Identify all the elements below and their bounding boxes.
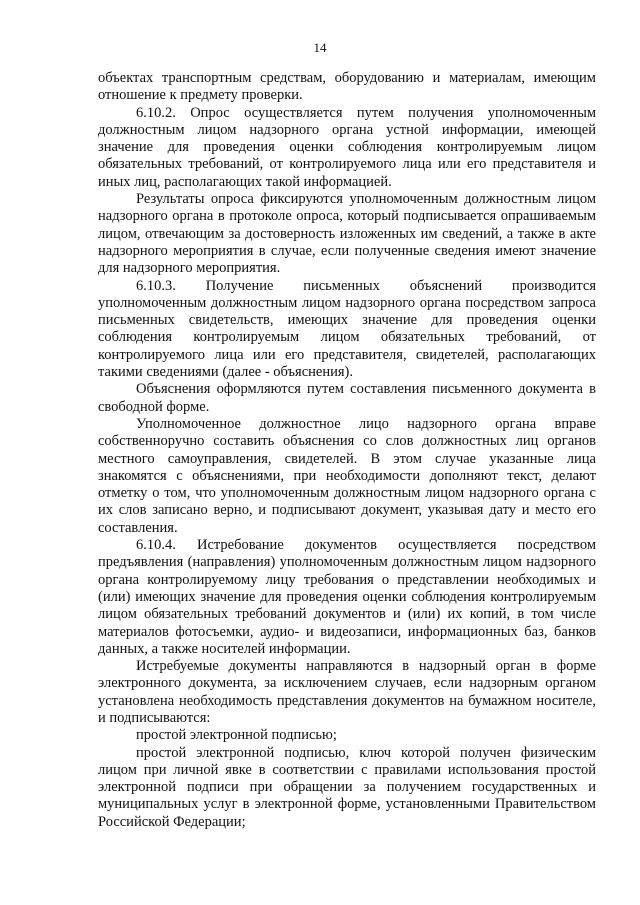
paragraph-6-10-4: 6.10.4. Истребование документов осуществляется посредством предъявления (направления) уполномоченным должностным лицом надзорного органа контролируемому лицу требования о представлении необходимых и (или) имеющих значение для проведения оценки соблюдения контролируемым лицом обязательных требований документов и (или) их копий, в том числе материалов фотосъемки, аудио- и видеозаписи, информационных баз, банков данных, а также носителей информации. (98, 537, 596, 657)
paragraph-6-10-2: 6.10.2. Опрос осуществляется путем получения уполномоченным должностным лицом надзорного органа устной информации, имеющей значение для проведения оценки соблюдения контролируемым лицом обязательных требований, от контролируемого лица или его представителя и иных лиц, располагающих такой информацией. (98, 104, 596, 190)
paragraph-official-compose: Уполномоченное должностное лицо надзорного органа вправе собственноручно составить объяснения со слов должностных лиц органов местного самоуправления, свидетелей. В этом случае указанные лица знакомятся с объяснениями, при необходимости дополняют текст, делают отметку о том, что уполномоченным должностным лицом надзорного органа с их слов записано верно, и подписывают документ, указывая дату и место его составления. (98, 415, 596, 536)
paragraph-simple-signature: простой электронной подписью; (136, 727, 337, 744)
document-body (98, 70, 596, 831)
paragraph-survey-results: Результаты опроса фиксируются уполномоченным должностным лицом надзорного органа в протоколе опроса, который подписывается опрашиваемым лицом, отвечающим за достоверность изложенных им сведений, а также в акте надзорного мероприятия в случае, если полученные сведения имеют значение для надзорного мероприятия. (98, 191, 596, 277)
paragraph-requested-documents: Истребуемые документы направляются в надзорный орган в форме электронного документа, за исключением случаев, если надзорным органом установлена необходимость представления документов на бумажном носителе, и подписываются: (98, 658, 596, 726)
paragraph-6-10-3: 6.10.3. Получение письменных объяснений производится уполномоченным должностным лицом надзорного органа посредством запроса письменных свидетельств, имеющих значение для проведения оценки соблюдения контролируемым лицом обязательных требований, от контролируемого лица или его представителя, свидетелей, располагающих такими сведениями (далее - объяснения). (98, 277, 596, 381)
paragraph-continuation: объектах транспортным средствам, оборудованию и материалам, имеющим отношение к предмету проверки. (98, 70, 596, 104)
paragraph-simple-signature-key: простой электронной подписью, ключ которой получен физическим лицом при личной явке в соответствии с правилами использования простой электронной подписи при обращении за получением государственных и муниципальных услуг в электронной форме, установленными Правительством Российской Федерации; (98, 744, 596, 830)
paragraph-explanations-form: Объяснения оформляются путем составления письменного документа в свободной форме. (98, 381, 596, 415)
page-number: 14 (313, 40, 327, 55)
